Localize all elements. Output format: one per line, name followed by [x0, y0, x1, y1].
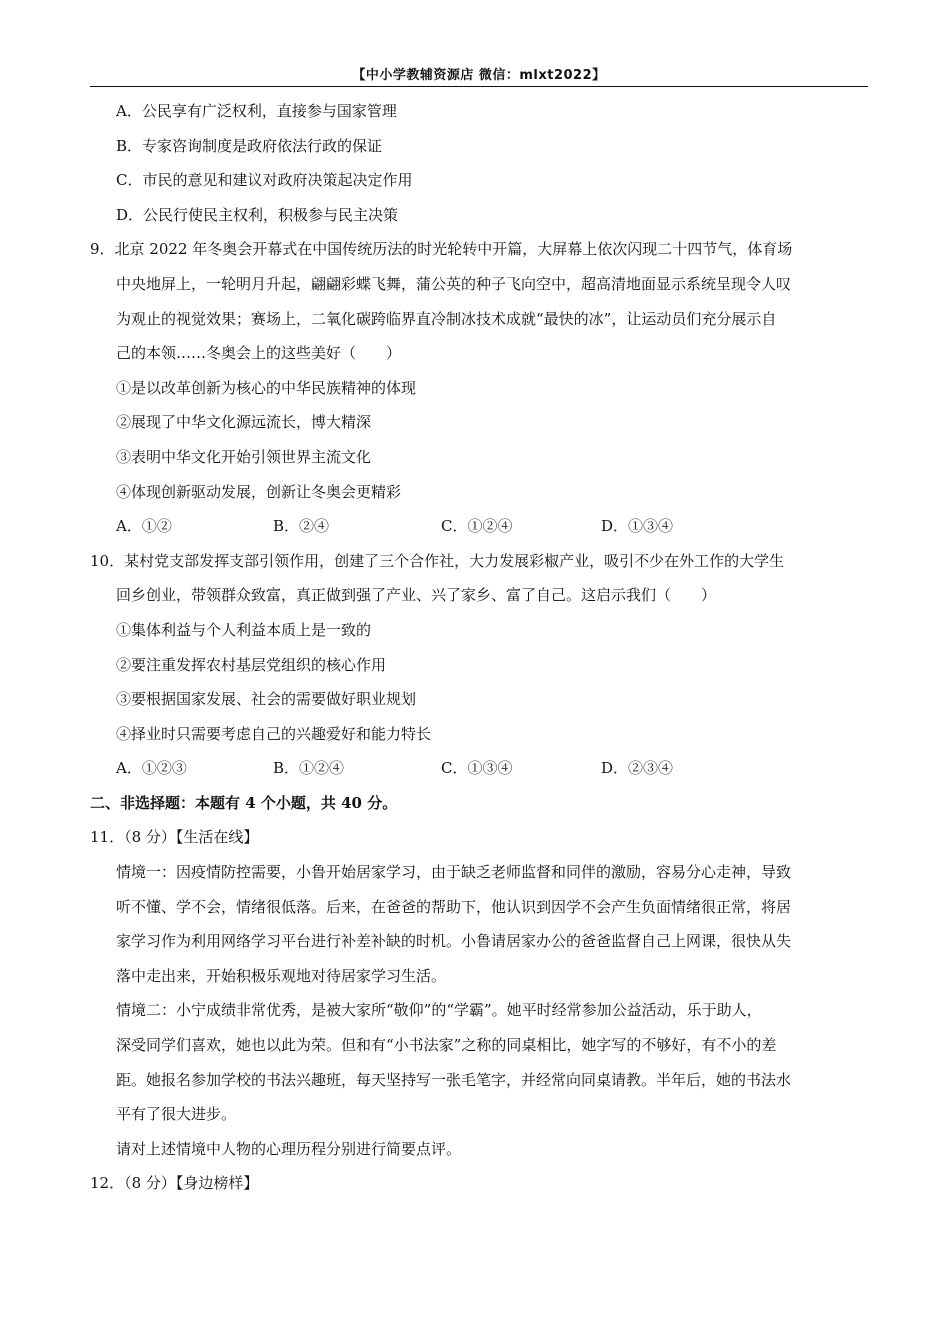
q11-scene2-line-1: 情境二：小宁成绩非常优秀，是被大家所“敬仰”的“学霸”。她平时经常参加公益活动，乐于助人，: [116, 1001, 762, 1020]
q10-statement-3: ③要根据国家发展、社会的需要做好职业规划: [116, 690, 417, 709]
q10-statement-4: ④择业时只需要考虑自己的兴趣爱好和能力特长: [116, 724, 432, 743]
q10-stem-line-1: 10．某村党支部发挥支部引领作用，创建了三个合作社，大力发展彩椒产业，吸引不少在外工作的大学生: [90, 551, 785, 570]
q10-statement-1: ①集体利益与个人利益本质上是一致的: [116, 620, 372, 639]
q9-stem-line-4: 己的本领……冬奥会上的这些美好（ ）: [116, 344, 402, 363]
q10-statement-2: ②要注重发挥农村基层党组织的核心作用: [116, 655, 387, 674]
q11-scene1-line-2: 听不懂、学不会，情绪很低落。后来，在爸爸的帮助下，他认识到因学不会产生负面情绪很正常，将居: [116, 897, 792, 916]
q9-statement-3: ③表明中华文化开始引领世界主流文化: [116, 447, 372, 466]
q10-choice-d: D．②③④: [601, 759, 674, 778]
page-header: 【中小学教辅资源店 微信：mlxt2022】: [352, 68, 606, 83]
q9-stem-line-1: 9．北京 2022 年冬奥会开幕式在中国传统历法的时光轮转中开篇，大屏幕上依次闪现二十四节气，体育场: [90, 240, 793, 259]
q11-scene2-line-4: 平有了很大进步。: [116, 1105, 237, 1124]
q9-choice-c: C．①②④: [441, 517, 513, 536]
q10-stem-line-2: 回乡创业，带领群众致富，真正做到强了产业、兴了家乡、富了自己。这启示我们（ ）: [116, 586, 717, 605]
q9-statement-2: ②展现了中华文化源远流长，博大精深: [116, 413, 372, 432]
q9-choice-d: D．①③④: [601, 517, 674, 536]
q11-scene1-line-1: 情境一：因疫情防控需要，小鲁开始居家学习，由于缺乏老师监督和同伴的激励，容易分心走神，导致: [116, 863, 792, 882]
q10-choices: [90, 751, 870, 786]
q9-statement-1: ①是以改革创新为核心的中华民族精神的体现: [116, 378, 417, 397]
q8-option-a: A．公民享有广泛权利，直接参与国家管理: [116, 102, 397, 120]
q11-title: 11．（8 分）【生活在线】: [90, 828, 259, 847]
document-body: [90, 94, 870, 1201]
header-divider: [90, 86, 868, 87]
q11-scene1-line-3: 家学习作为利用网络学习平台进行补差补缺的时机。小鲁请居家办公的爸爸监督自己上网课，很快从失: [116, 932, 792, 951]
q9-choice-b: B．②④: [273, 517, 330, 536]
q11-scene2-line-3: 距。她报名参加学校的书法兴趣班，每天坚持写一张毛笔字，并经常向同桌请教。半年后，她的书法水: [116, 1070, 792, 1089]
section-2-title: 二、非选择题：本题有 4 个小题，共 40 分。: [90, 793, 398, 812]
q9-statement-4: ④体现创新驱动发展，创新让冬奥会更精彩: [116, 482, 402, 501]
q11-scene1-line-4: 落中走出来，开始积极乐观地对待居家学习生活。: [116, 966, 447, 985]
q8-option-d: D．公民行使民主权利，积极参与民主决策: [116, 205, 399, 224]
q10-choice-a: A．①②③: [116, 759, 187, 778]
q12-title: 12．（8 分）【身边榜样】: [90, 1174, 259, 1193]
q9-choice-a: A．①②: [116, 517, 172, 536]
q11-scene2-line-2: 深受同学们喜欢，她也以此为荣。但和有“小书法家”之称的同桌相比，她字写的不够好，有不小的差: [116, 1036, 777, 1055]
q9-choices: [90, 509, 870, 544]
q8-option-c: C．市民的意见和建议对政府决策起决定作用: [116, 171, 413, 190]
q8-option-b: B．专家咨询制度是政府依法行政的保证: [116, 136, 383, 155]
q10-choice-b: B．①②④: [273, 759, 345, 778]
q9-stem-line-3: 为观止的视觉效果；赛场上，二氧化碳跨临界直冷制冰技术成就“最快的冰”，让运动员们充分展示自: [116, 309, 777, 328]
q10-choice-c: C．①③④: [441, 759, 513, 778]
q11-question: 请对上述情境中人物的心理历程分别进行简要点评。: [116, 1139, 462, 1158]
q9-stem-line-2: 中央地屏上，一轮明月升起，翩翩彩蝶飞舞，蒲公英的种子飞向空中，超高清地面显示系统呈现令人叹: [116, 274, 792, 293]
